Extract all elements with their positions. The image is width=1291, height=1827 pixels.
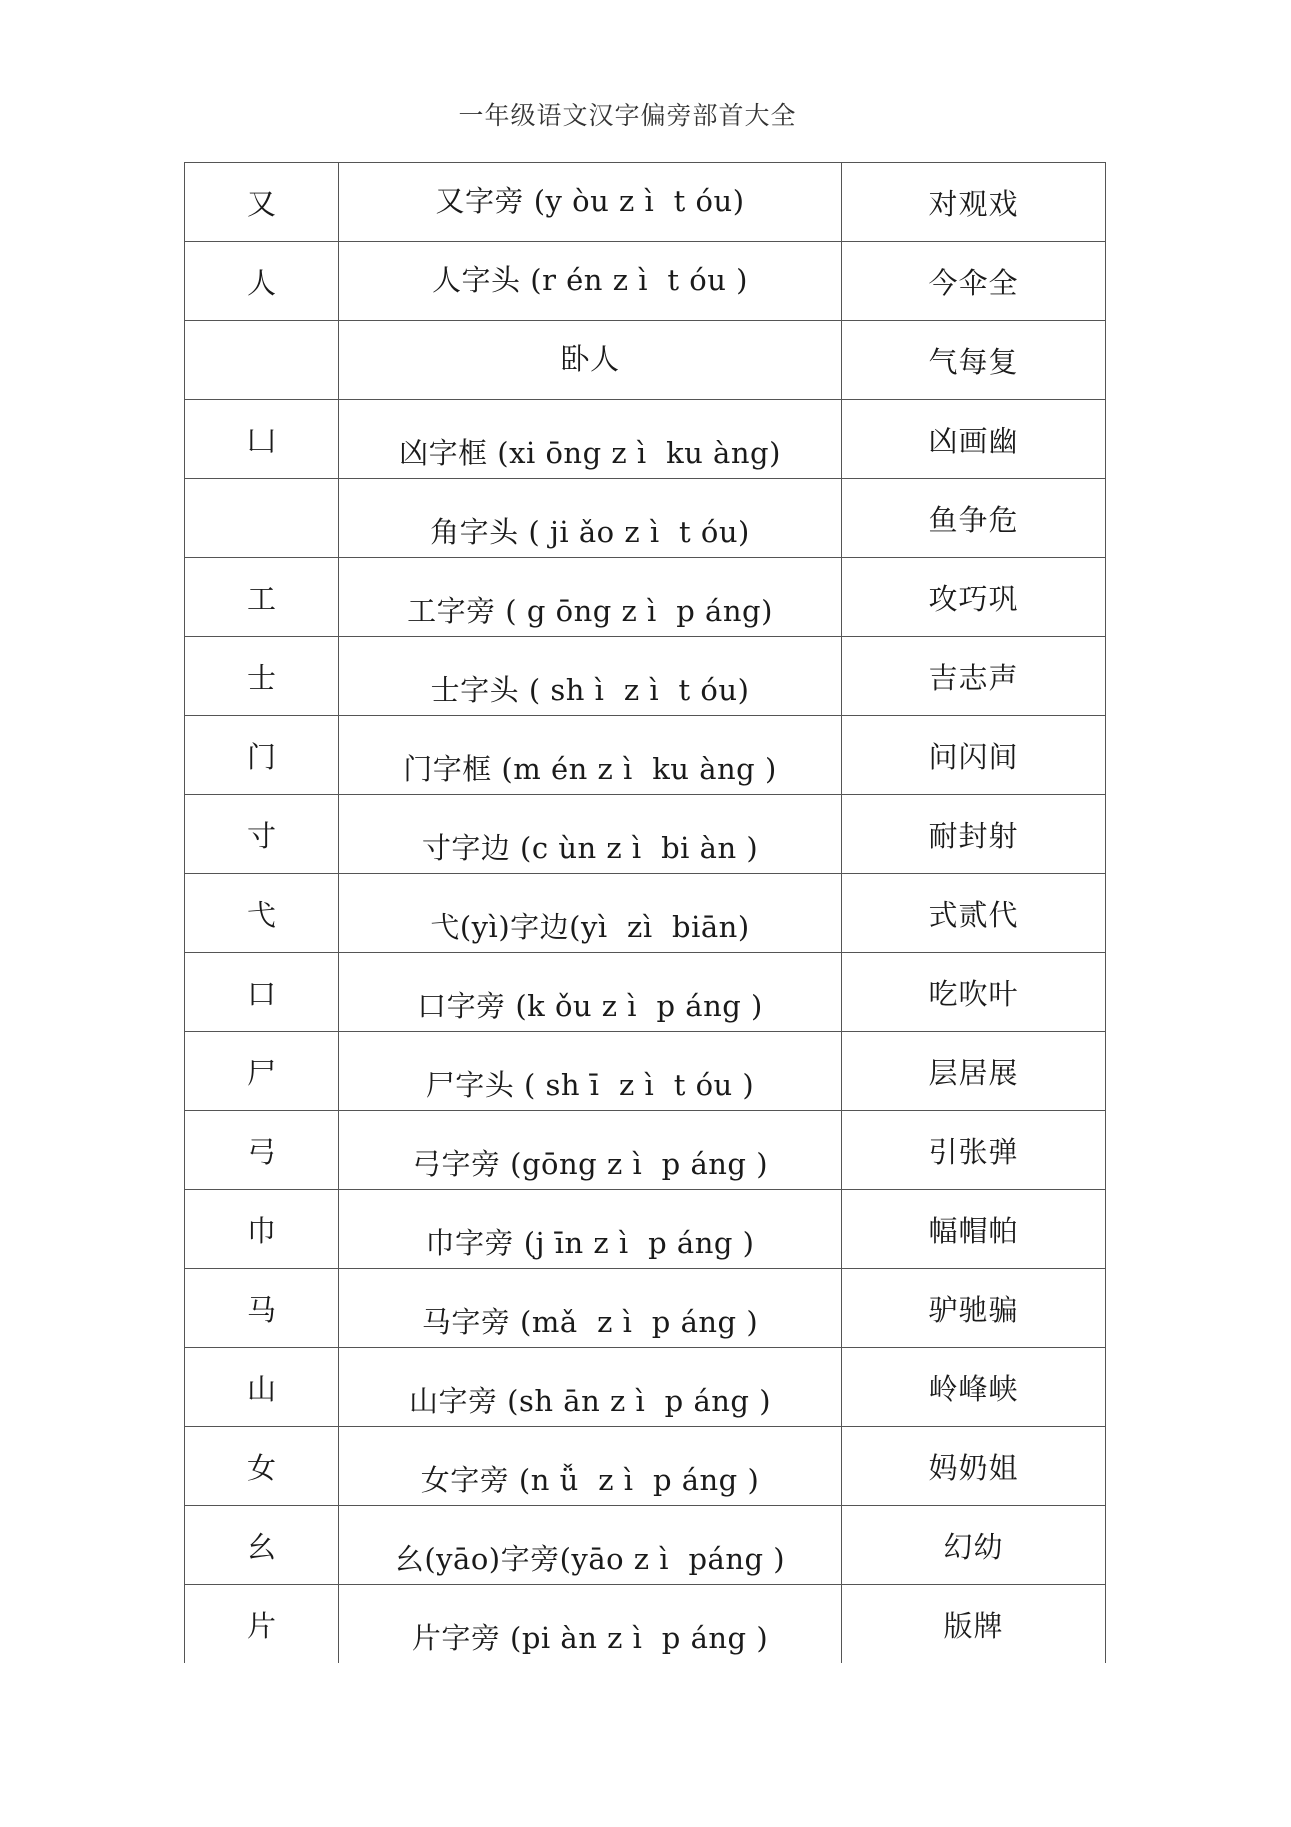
radical-name: 凶字框 (xi ōng z ì ku àng) xyxy=(399,436,781,470)
radical-name-cell xyxy=(339,1190,842,1269)
radical-name-cell xyxy=(339,1585,842,1664)
radical-name: 口字旁 (k ǒu z ì p áng ) xyxy=(417,989,763,1023)
example-characters-cell: 凶画幽 xyxy=(842,400,1106,479)
table-row xyxy=(185,163,1106,242)
radical-name-cell xyxy=(339,558,842,637)
radical-name: 尸字头 ( sh ī z ì t óu ) xyxy=(425,1068,755,1102)
radical-cell: 寸 xyxy=(185,795,339,874)
radical-name: 门字框 (m én z ì ku àng ) xyxy=(403,752,777,786)
radical-cell: 又 xyxy=(185,163,339,242)
table-row xyxy=(185,1585,1106,1664)
radical-cell: 弋 xyxy=(185,874,339,953)
example-characters-cell: 幅帽帕 xyxy=(842,1190,1106,1269)
example-characters-cell: 层居展 xyxy=(842,1032,1106,1111)
example-characters-cell: 岭峰峡 xyxy=(842,1348,1106,1427)
radical-name: 弋(yì)字边(yì zì biān) xyxy=(430,910,750,944)
radical-cell: 马 xyxy=(185,1269,339,1348)
table-row xyxy=(185,716,1106,795)
example-characters-cell: 吉志声 xyxy=(842,637,1106,716)
radical-name: 弓字旁 (gōng z ì p áng ) xyxy=(411,1147,769,1181)
radical-name: 卧人 xyxy=(560,341,620,376)
radical-name-cell xyxy=(339,1506,842,1585)
table-row xyxy=(185,1111,1106,1190)
table-row xyxy=(185,321,1106,400)
radical-name-cell xyxy=(339,1032,842,1111)
radical-name-cell xyxy=(339,242,842,321)
radical-cell: 门 xyxy=(185,716,339,795)
radical-name-cell xyxy=(339,321,842,400)
radical-name-cell xyxy=(339,163,842,242)
radical-name-cell xyxy=(339,953,842,1032)
table-row xyxy=(185,795,1106,874)
table-row xyxy=(185,479,1106,558)
radical-name-cell xyxy=(339,716,842,795)
radical-name-cell xyxy=(339,1427,842,1506)
example-characters-cell: 今伞全 xyxy=(842,242,1106,321)
radical-cell xyxy=(185,479,339,558)
example-characters-cell: 妈奶姐 xyxy=(842,1427,1106,1506)
radical-name-cell xyxy=(339,637,842,716)
radical-name-cell xyxy=(339,479,842,558)
radical-name: 片字旁 (pi àn z ì p áng ) xyxy=(411,1621,769,1655)
radical-cell: 巾 xyxy=(185,1190,339,1269)
radical-name-cell xyxy=(339,795,842,874)
table-row xyxy=(185,558,1106,637)
table-row xyxy=(185,1269,1106,1348)
radical-cell: 女 xyxy=(185,1427,339,1506)
radical-name: 角字头 ( ji ǎo z ì t óu) xyxy=(430,515,750,549)
radical-cell: 弓 xyxy=(185,1111,339,1190)
radical-name: 工字旁 ( g ōng z ì p áng) xyxy=(407,594,773,628)
radical-cell: 片 xyxy=(185,1585,339,1664)
radical-name: 巾字旁 (j īn z ì p áng ) xyxy=(425,1226,755,1260)
radical-name: 女字旁 (n ǚ z ì p áng ) xyxy=(420,1463,760,1497)
table-row xyxy=(185,400,1106,479)
radical-name: 士字头 ( sh ì z ì t óu) xyxy=(430,673,750,707)
example-characters-cell: 版牌 xyxy=(842,1585,1106,1664)
example-characters-cell: 对观戏 xyxy=(842,163,1106,242)
radical-name-cell xyxy=(339,1111,842,1190)
table-row xyxy=(185,637,1106,716)
radical-cell: 口 xyxy=(185,953,339,1032)
radical-table xyxy=(184,162,1106,1663)
radical-name: 寸字边 (c ùn z ì bi àn ) xyxy=(421,831,759,865)
radical-name-cell xyxy=(339,874,842,953)
table-row xyxy=(185,1427,1106,1506)
table-row xyxy=(185,242,1106,321)
example-characters-cell: 驴驰骗 xyxy=(842,1269,1106,1348)
radical-cell: 山 xyxy=(185,1348,339,1427)
table-row xyxy=(185,953,1106,1032)
radical-name-cell xyxy=(339,1348,842,1427)
example-characters-cell: 吃吹叶 xyxy=(842,953,1106,1032)
example-characters-cell: 式贰代 xyxy=(842,874,1106,953)
radical-cell: 幺 xyxy=(185,1506,339,1585)
radical-cell: 人 xyxy=(185,242,339,321)
table-row xyxy=(185,1506,1106,1585)
radical-name: 人字头 (r én z ì t óu ) xyxy=(432,262,748,297)
table-row xyxy=(185,874,1106,953)
example-characters-cell: 耐封射 xyxy=(842,795,1106,874)
radical-cell xyxy=(185,321,339,400)
table-row xyxy=(185,1032,1106,1111)
table-row xyxy=(185,1190,1106,1269)
radical-name: 山字旁 (sh ān z ì p áng ) xyxy=(408,1384,772,1418)
radical-name: 又字旁 (y òu z ì t óu) xyxy=(435,183,745,218)
example-characters-cell: 气每复 xyxy=(842,321,1106,400)
radical-name: 马字旁 (mǎ z ì p áng ) xyxy=(421,1305,759,1339)
example-characters-cell: 攻巧巩 xyxy=(842,558,1106,637)
radical-cell: 士 xyxy=(185,637,339,716)
radical-cell: 凵 xyxy=(185,400,339,479)
document-title: 一年级语文汉字偏旁部首大全 xyxy=(458,101,797,130)
example-characters-cell: 问闪间 xyxy=(842,716,1106,795)
example-characters-cell: 引张弹 xyxy=(842,1111,1106,1190)
radical-name-cell xyxy=(339,400,842,479)
table-row xyxy=(185,1348,1106,1427)
radical-name-cell xyxy=(339,1269,842,1348)
radical-cell: 工 xyxy=(185,558,339,637)
example-characters-cell: 鱼争危 xyxy=(842,479,1106,558)
example-characters-cell: 幻幼 xyxy=(842,1506,1106,1585)
radical-cell: 尸 xyxy=(185,1032,339,1111)
radical-name: 幺(yāo)字旁(yāo z ì páng ) xyxy=(394,1542,786,1576)
